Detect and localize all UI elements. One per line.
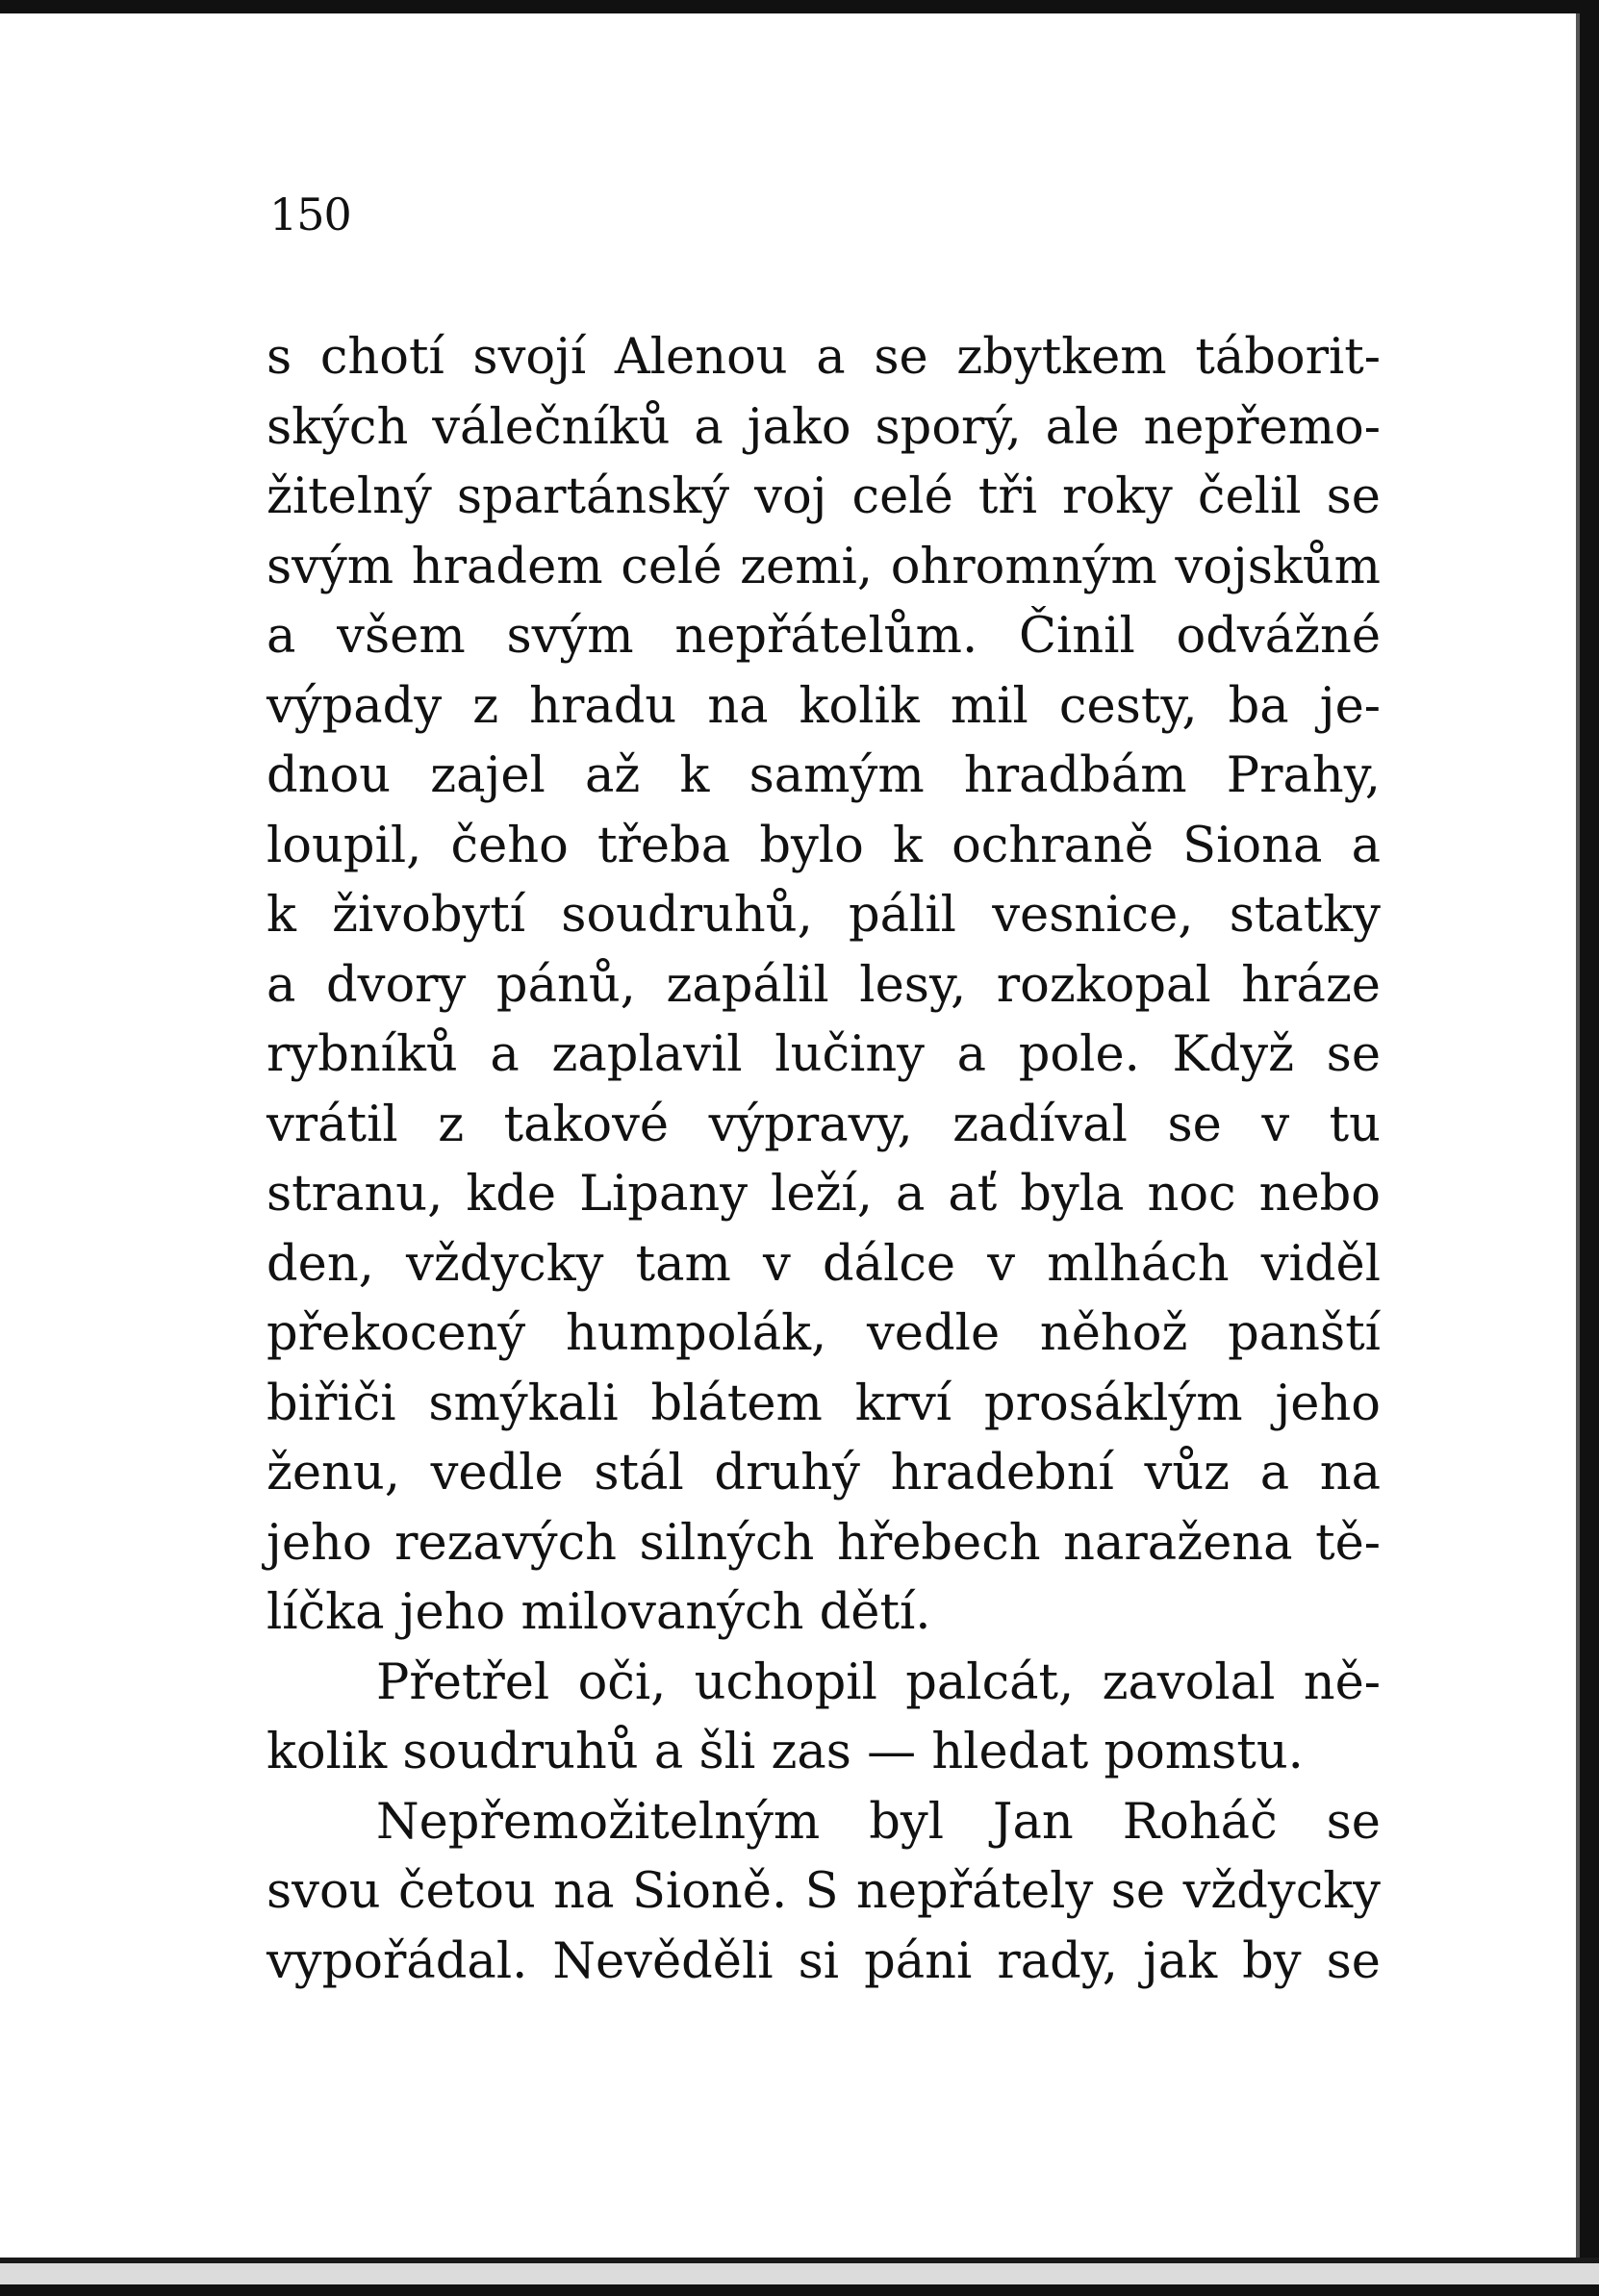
text-line: ženu, vedle stál druhý hradební vůz a na xyxy=(266,1445,1381,1501)
page-number: 150 xyxy=(269,189,351,240)
text-line: s chotí svojí Alenou a se zbytkem táborit- xyxy=(266,329,1381,386)
text-line: Nepřemožitelným byl Jan Roháč se xyxy=(376,1793,1381,1851)
text-line: stranu, kde Lipany leží, a ať byla noc nebo xyxy=(266,1166,1381,1223)
scan-edge-top xyxy=(0,0,1599,13)
scan-edge-bottom-shadow xyxy=(0,2263,1599,2284)
text-line: výpady z hradu na kolik mil cesty, ba je- xyxy=(266,677,1381,735)
text-line: dnou zajel až k samým hradbám Prahy, xyxy=(266,747,1381,804)
text-line: kolik soudruhů a šli zas — hledat pomstu. xyxy=(266,1724,1304,1780)
text-line: překocený humpolák, vedle něhož panští xyxy=(266,1305,1381,1362)
text-line: líčka jeho milovaných dětí. xyxy=(266,1584,931,1641)
text-line: vypořádal. Nevěděli si páni rady, jak by se xyxy=(266,1932,1381,1990)
text-line: vrátil z takové výpravy, zadíval se v tu xyxy=(266,1096,1381,1153)
text-line: biřiči smýkali blátem krví prosáklým jeho xyxy=(266,1375,1381,1432)
text-line: jeho rezavých silných hřebech naražena tě- xyxy=(266,1514,1381,1572)
text-line: den, vždycky tam v dálce v mlhách viděl xyxy=(266,1235,1381,1293)
body-text xyxy=(266,323,1381,1997)
text-line: a dvory pánů, zapálil lesy, rozkopal hráze xyxy=(266,956,1381,1014)
scan-edge-right xyxy=(1580,0,1599,2296)
text-line: Přetřel oči, uchopil palcát, zavolal ně- xyxy=(376,1653,1381,1711)
text-line: žitelný spartánský voj celé tři roky čelil se xyxy=(266,468,1381,525)
text-line: a všem svým nepřátelům. Činil odvážné xyxy=(266,608,1381,665)
text-line: k živobytí soudruhů, pálil vesnice, statky xyxy=(266,887,1381,944)
text-line: ských válečníků a jako sporý, ale nepřemo- xyxy=(266,398,1381,456)
text-line: svým hradem celé zemi, ohromným vojskům xyxy=(266,538,1381,595)
text-line: loupil, čeho třeba bylo k ochraně Siona a xyxy=(266,817,1381,874)
scan-edge-bottom xyxy=(0,2284,1599,2296)
text-line: svou četou na Sioně. S nepřátely se vždycky xyxy=(266,1863,1381,1920)
scan-edge-right-shadow xyxy=(1576,13,1580,2274)
text-line: rybníků a zaplavil lučiny a pole. Když se xyxy=(266,1026,1381,1083)
